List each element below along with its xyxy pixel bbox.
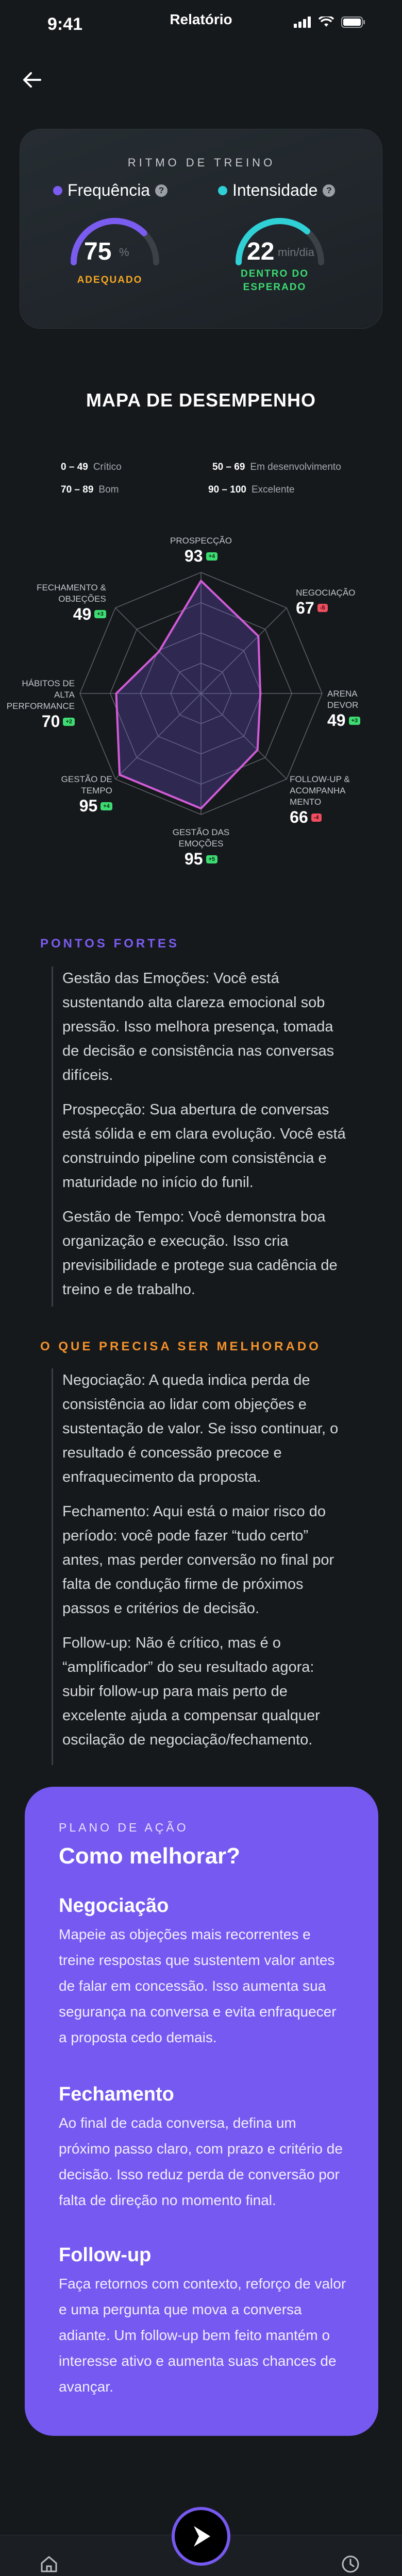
- radar-axis: [327, 688, 402, 730]
- radar-axis-label-line: OBJEÇÕES: [58, 594, 106, 604]
- radar-axis-value: [30, 796, 112, 816]
- plano-heading-fechamento: Fechamento: [59, 2083, 174, 2105]
- radar-axis-label-line: MENTO: [290, 797, 322, 807]
- radar-axis: [30, 774, 112, 816]
- intensidade-value: 22: [247, 238, 275, 265]
- frequencia-gauge: [53, 181, 197, 315]
- trend-badge: +3: [349, 717, 361, 725]
- intensidade-label: Intensidade: [232, 181, 318, 199]
- radar-value-text: 93: [184, 547, 203, 565]
- radar-axis-label-line: FECHAMENTO &: [37, 582, 106, 592]
- ritmo-title: RITMO DE TREINO: [127, 156, 276, 169]
- radar-axis-label: [0, 678, 75, 712]
- frequencia-dot: [53, 186, 62, 195]
- evolucao-fab[interactable]: [172, 2507, 230, 2566]
- intensidade-status-line1: DENTRO DO: [241, 268, 309, 279]
- pontos-fortes-title: PONTOS FORTES: [40, 937, 179, 951]
- radar-axis-value: [327, 711, 402, 730]
- plano-text-followup: Faça retornos com contexto, reforço de valor e uma pergunta que mova a conversa adiante. Um follow-up bem feito mantém o interesse ativo e aumenta suas chances de avançar.: [59, 2276, 346, 2395]
- radar-axis-value: [0, 712, 75, 731]
- plano-kicker: PLANO DE AÇÃO: [59, 1821, 189, 1834]
- trend-badge: +5: [206, 855, 218, 863]
- radar-axis: [296, 587, 378, 618]
- radar-axis-label-line: DEVOR: [327, 700, 359, 710]
- ponto-forte-item: Prospecção: Sua abertura de conversas está sólida e em clara evolução. Você está construindo pipeline com consistência e maturidade no início do funil.: [62, 1101, 346, 1191]
- page-title: Relatório: [170, 11, 232, 27]
- radar-axis-label: [30, 774, 112, 796]
- plano-text-negociacao: Mapeie as objeções mais recorrentes e treine respostas que sustentem valor antes de falar em concessão. Isso aumenta sua segurança na conversa e evita enfraquecer a proposta cedo demais.: [59, 1926, 337, 2045]
- radar-value-text: 95: [79, 796, 98, 816]
- frequencia-unit: %: [119, 246, 129, 259]
- plano-title: Como melhorar?: [59, 1843, 241, 1869]
- intensidade-gauge: [218, 181, 362, 315]
- play-logo-icon: [187, 2522, 215, 2551]
- melhorar-list: [52, 1368, 350, 1765]
- frequencia-label: Frequência: [68, 181, 150, 199]
- melhorar-item: Follow-up: Não é crítico, mas é o “amplificador” do seu resultado agora: subir follow-up para mais perto de excelente ajuda a compensar qualquer oscilação de negociação/fechamento.: [62, 1635, 320, 1748]
- radar-axis-label: [160, 827, 242, 850]
- radar-axis-label: [327, 688, 402, 711]
- radar-axis-label-line: TEMPO: [81, 786, 112, 796]
- legend-desenvolvimento: 50 – 69 Em desenvolvimento: [212, 462, 341, 472]
- radar-axis-label-line: GESTÃO DE: [61, 774, 112, 785]
- radar-axis-label-line: HÁBITOS DE: [22, 679, 75, 688]
- radar-axis: [160, 827, 242, 869]
- plano-heading-followup: Follow-up: [59, 2244, 152, 2266]
- radar-axis-label-line: PERFORMANCE: [6, 701, 75, 711]
- trend-badge: +2: [63, 718, 75, 726]
- radar-axis: [24, 582, 106, 624]
- help-icon[interactable]: ?: [323, 184, 335, 197]
- radar-series: [116, 581, 261, 808]
- radar-axis-value: [24, 605, 106, 624]
- radar-axis-label-line: EMOÇÕES: [178, 839, 224, 849]
- radar-axis-value: [160, 850, 242, 869]
- radar-axis-label-line: FOLLOW-UP &: [290, 774, 350, 785]
- frequencia-arc: [63, 206, 166, 267]
- plano-card: [25, 1787, 378, 2436]
- back-button[interactable]: [20, 67, 45, 93]
- radar-axis-label-line: NEGOCIAÇÃO: [296, 587, 356, 598]
- ponto-forte-item: Gestão das Emoções: Você está sustentando alta clareza emocional sob pressão. Isso melhora presença, tomada de decisão e consistência nas conversas difíceis.: [62, 970, 334, 1083]
- legend-critico: 0 – 49 Crítico: [61, 462, 122, 472]
- radar-axis-label-line: ALTA: [54, 690, 75, 700]
- radar-value-text: 49: [73, 604, 92, 623]
- help-icon[interactable]: ?: [155, 184, 167, 197]
- intensidade-status-line2: ESPERADO: [243, 282, 307, 293]
- trend-badge: +4: [100, 802, 112, 810]
- trend-badge: +4: [206, 552, 218, 561]
- status-bar: [0, 0, 402, 41]
- arrow-left-icon: [20, 67, 45, 93]
- frequencia-status: ADEQUADO: [77, 275, 143, 285]
- radar-axis: [290, 774, 372, 827]
- plano-heading-negociacao: Negociação: [59, 1895, 169, 1917]
- trend-badge: -4: [311, 814, 322, 822]
- nav-inicio[interactable]: [33, 2554, 64, 2576]
- radar-axis-label-line: ARENA: [327, 689, 358, 699]
- wifi-icon: [319, 16, 334, 28]
- plano-text-fechamento: Ao final de cada conversa, defina um próximo passo claro, com prazo e critério de decisão. Isso reduz perda de conversão por falta de direção no momento final.: [59, 2115, 343, 2208]
- radar-value-text: 67: [296, 598, 314, 617]
- battery-icon: [341, 16, 366, 28]
- radar-axis-label: [296, 587, 378, 599]
- radar-axis: [160, 535, 242, 566]
- radar-axis-label-line: GESTÃO DAS: [172, 827, 230, 837]
- legend-bom: 70 – 89 Bom: [61, 484, 119, 495]
- radar-value-text: 70: [41, 712, 60, 731]
- intensidade-unit: min/dia: [278, 246, 314, 259]
- radar-axis-label: [290, 774, 372, 808]
- radar-axis-label: [160, 535, 242, 547]
- ponto-forte-item: Gestão de Tempo: Você demonstra boa organização e execução. Isso cria previsibilidade e protege sua cadência de treino e de trabalho.: [62, 1209, 338, 1298]
- melhorar-item: Fechamento: Aqui está o maior risco do período: você pode fazer “tudo certo” antes, mas perder conversão no final por falta de condução firme de próximos passos e critérios de decisão.: [62, 1503, 334, 1617]
- melhorar-item: Negociação: A queda indica perda de consistência ao lidar com objeções e sustentação de valor. Se isso continuar, o resultado é concessão precoce e enfraquecimento da proposta.: [62, 1372, 339, 1485]
- radar-axis-value: [290, 808, 372, 827]
- ritmo-card: [20, 129, 382, 329]
- radar-axis: [0, 678, 75, 731]
- mapa-title: MAPA DE DESEMPENHO: [86, 389, 316, 411]
- frequencia-value: 75: [84, 238, 112, 265]
- radar-axis-label: [24, 582, 106, 605]
- clock-icon: [340, 2554, 361, 2574]
- trend-badge: +3: [94, 610, 106, 618]
- intensidade-dot: [218, 186, 227, 195]
- signal-icon: [294, 16, 311, 28]
- radar-axis-label-line: ACOMPANHA: [290, 786, 346, 796]
- radar-axis-label-line: PROSPECÇÃO: [170, 536, 232, 546]
- status-icons: [294, 16, 366, 28]
- trend-badge: -5: [317, 604, 328, 612]
- intensidade-status: [218, 267, 331, 294]
- home-icon: [39, 2554, 59, 2574]
- radar-axis-value: [296, 599, 378, 618]
- radar-axis-value: [160, 547, 242, 566]
- nav-historico[interactable]: [322, 2554, 379, 2576]
- melhorar-title: O QUE PRECISA SER MELHORADO: [40, 1340, 321, 1353]
- pontos-fortes-list: [52, 967, 350, 1307]
- legend-excelente: 90 – 100 Excelente: [208, 484, 295, 495]
- radar-value-text: 49: [327, 711, 346, 730]
- radar-value-text: 66: [290, 808, 308, 827]
- radar-value-text: 95: [184, 850, 203, 868]
- status-time: 9:41: [47, 14, 83, 34]
